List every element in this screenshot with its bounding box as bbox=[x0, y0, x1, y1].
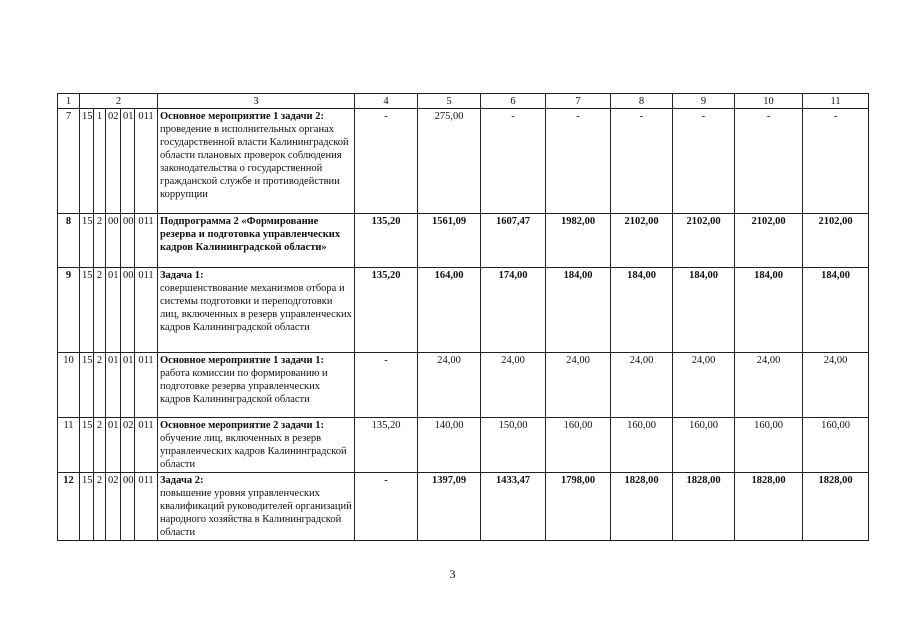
value-cell: 24,00 bbox=[546, 353, 611, 418]
value-cell: - bbox=[546, 109, 611, 214]
value-cell: 164,00 bbox=[418, 268, 481, 353]
value-cell: 2102,00 bbox=[803, 214, 869, 268]
description-cell bbox=[158, 353, 355, 418]
value-cell: 1607,47 bbox=[481, 214, 546, 268]
header-cell: 10 bbox=[735, 94, 803, 109]
header-cell: 8 bbox=[611, 94, 673, 109]
value-cell: 184,00 bbox=[673, 268, 735, 353]
value-cell: 24,00 bbox=[611, 353, 673, 418]
header-cell: 6 bbox=[481, 94, 546, 109]
table-row bbox=[58, 353, 869, 418]
value-cell: 2102,00 bbox=[611, 214, 673, 268]
code-cell: 2 bbox=[94, 268, 106, 353]
value-cell: 1828,00 bbox=[611, 473, 673, 541]
code-cell: 01 bbox=[106, 418, 121, 473]
value-cell: 24,00 bbox=[735, 353, 803, 418]
code-cell: 011 bbox=[135, 214, 158, 268]
value-cell: 140,00 bbox=[418, 418, 481, 473]
description-text: повышение уровня управленческих квалификаций руководителей организаций народного хозяйства в Калининградской области bbox=[160, 488, 352, 538]
row-number-cell: 7 bbox=[58, 109, 80, 214]
value-cell: 160,00 bbox=[803, 418, 869, 473]
table-body bbox=[58, 109, 869, 541]
row-number-cell: 10 bbox=[58, 353, 80, 418]
value-cell: 2102,00 bbox=[673, 214, 735, 268]
description-title: Подпрограмма 2 «Формирование резерва и подготовка управленческих кадров Калининградской области» bbox=[160, 216, 341, 253]
header-cell: 11 bbox=[803, 94, 869, 109]
row-number-cell: 9 bbox=[58, 268, 80, 353]
value-cell: 160,00 bbox=[673, 418, 735, 473]
value-cell: - bbox=[355, 473, 418, 541]
header-cell: 3 bbox=[158, 94, 355, 109]
value-cell: - bbox=[355, 109, 418, 214]
code-cell: 2 bbox=[94, 473, 106, 541]
header-cell: 5 bbox=[418, 94, 481, 109]
code-cell: 02 bbox=[121, 418, 135, 473]
description-cell bbox=[158, 214, 355, 268]
value-cell: 160,00 bbox=[546, 418, 611, 473]
row-number-cell: 12 bbox=[58, 473, 80, 541]
code-cell: 011 bbox=[135, 268, 158, 353]
value-cell: 135,20 bbox=[355, 418, 418, 473]
description-text: совершенствование механизмов отбора и системы подготовки и переподготовки лиц, включенных в резерв управленческих кадров Калининградской области bbox=[160, 283, 352, 333]
code-cell: 01 bbox=[121, 353, 135, 418]
code-cell: 02 bbox=[106, 109, 121, 214]
value-cell: 174,00 bbox=[481, 268, 546, 353]
header-cell: 7 bbox=[546, 94, 611, 109]
value-cell: 1828,00 bbox=[803, 473, 869, 541]
code-cell: 15 bbox=[80, 214, 94, 268]
value-cell: - bbox=[673, 109, 735, 214]
budget-table bbox=[57, 93, 869, 541]
value-cell: 1828,00 bbox=[735, 473, 803, 541]
value-cell: 184,00 bbox=[735, 268, 803, 353]
value-cell: 1798,00 bbox=[546, 473, 611, 541]
table-row bbox=[58, 268, 869, 353]
code-cell: 01 bbox=[106, 268, 121, 353]
value-cell: - bbox=[735, 109, 803, 214]
description-text: работа комиссии по формированию и подготовке резерва управленческих кадров Калининградской области bbox=[160, 368, 328, 405]
description-title: Основное мероприятие 1 задачи 1: bbox=[160, 355, 324, 366]
description-cell bbox=[158, 473, 355, 541]
description-title: Основное мероприятие 2 задачи 1: bbox=[160, 420, 324, 431]
code-cell: 00 bbox=[121, 268, 135, 353]
header-cell: 1 bbox=[58, 94, 80, 109]
code-cell: 2 bbox=[94, 418, 106, 473]
row-number-cell: 11 bbox=[58, 418, 80, 473]
code-cell: 00 bbox=[106, 214, 121, 268]
value-cell: 184,00 bbox=[546, 268, 611, 353]
code-cell: 01 bbox=[121, 109, 135, 214]
description-cell bbox=[158, 268, 355, 353]
description-cell bbox=[158, 418, 355, 473]
table-row bbox=[58, 473, 869, 541]
code-cell: 02 bbox=[106, 473, 121, 541]
code-cell: 011 bbox=[135, 353, 158, 418]
value-cell: 1397,09 bbox=[418, 473, 481, 541]
row-number-cell: 8 bbox=[58, 214, 80, 268]
value-cell: 160,00 bbox=[611, 418, 673, 473]
page-number: 3 bbox=[449, 567, 456, 581]
code-cell: 1 bbox=[94, 109, 106, 214]
code-cell: 01 bbox=[106, 353, 121, 418]
table-row bbox=[58, 418, 869, 473]
value-cell: 24,00 bbox=[481, 353, 546, 418]
code-cell: 011 bbox=[135, 109, 158, 214]
value-cell: 24,00 bbox=[673, 353, 735, 418]
description-title: Основное мероприятие 1 задачи 2: bbox=[160, 111, 324, 122]
value-cell: - bbox=[355, 353, 418, 418]
table-row bbox=[58, 109, 869, 214]
value-cell: 1828,00 bbox=[673, 473, 735, 541]
description-text: обучение лиц, включенных в резерв управленческих кадров Калининградской области bbox=[160, 433, 347, 470]
code-cell: 15 bbox=[80, 109, 94, 214]
code-cell: 00 bbox=[121, 214, 135, 268]
table-row bbox=[58, 214, 869, 268]
value-cell: 275,00 bbox=[418, 109, 481, 214]
code-cell: 15 bbox=[80, 268, 94, 353]
header-cell: 9 bbox=[673, 94, 735, 109]
value-cell: 135,20 bbox=[355, 268, 418, 353]
value-cell: - bbox=[803, 109, 869, 214]
value-cell: 135,20 bbox=[355, 214, 418, 268]
code-cell: 011 bbox=[135, 418, 158, 473]
description-text: проведение в исполнительных органах государственной власти Калининградской области плановых проверок соблюдения законодательства о государственной гражданской службе и противодействии коррупции bbox=[160, 124, 349, 200]
value-cell: 184,00 bbox=[611, 268, 673, 353]
code-cell: 15 bbox=[80, 418, 94, 473]
code-cell: 2 bbox=[94, 214, 106, 268]
table-header-row bbox=[58, 94, 869, 109]
value-cell: - bbox=[481, 109, 546, 214]
code-cell: 00 bbox=[121, 473, 135, 541]
code-cell: 011 bbox=[135, 473, 158, 541]
description-cell bbox=[158, 109, 355, 214]
code-cell: 15 bbox=[80, 473, 94, 541]
code-cell: 2 bbox=[94, 353, 106, 418]
value-cell: 184,00 bbox=[803, 268, 869, 353]
value-cell: 2102,00 bbox=[735, 214, 803, 268]
description-title: Задача 1: bbox=[160, 270, 204, 281]
header-cell: 4 bbox=[355, 94, 418, 109]
description-title: Задача 2: bbox=[160, 475, 204, 486]
header-cell: 2 bbox=[80, 94, 158, 109]
value-cell: 1433,47 bbox=[481, 473, 546, 541]
value-cell: 160,00 bbox=[735, 418, 803, 473]
value-cell: - bbox=[611, 109, 673, 214]
value-cell: 150,00 bbox=[481, 418, 546, 473]
value-cell: 24,00 bbox=[803, 353, 869, 418]
value-cell: 24,00 bbox=[418, 353, 481, 418]
value-cell: 1982,00 bbox=[546, 214, 611, 268]
code-cell: 15 bbox=[80, 353, 94, 418]
value-cell: 1561,09 bbox=[418, 214, 481, 268]
